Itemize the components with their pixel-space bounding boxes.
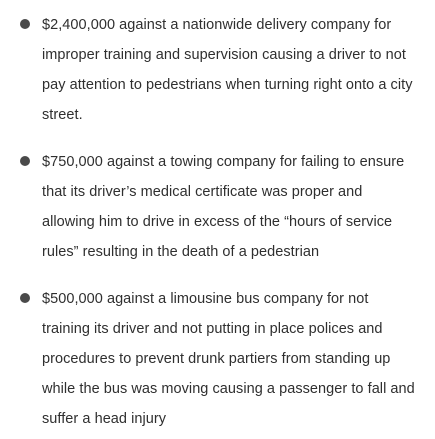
bullet-icon bbox=[20, 293, 30, 303]
bullet-icon bbox=[20, 156, 30, 166]
list-item-text: $750,000 against a towing company for failing to ensure that its driver’s medical certificate was proper and allowing him to drive in excess of the “hours of service rules” resulting in the death of a pedestrian bbox=[42, 154, 405, 260]
list-item-text: $500,000 against a limousine bus company for not training its driver and not putting in place polices and procedures to prevent drunk partiers from standing up while the bus was moving causing a passenger to fall and suffer a head injury bbox=[42, 291, 415, 427]
list-item bbox=[20, 147, 417, 267]
list-item-text: $2,400,000 against a nationwide delivery company for improper training and supervision causing a driver to not pay attention to pedestrians when turning right onto a city street. bbox=[42, 17, 413, 123]
bullet-icon bbox=[20, 19, 30, 29]
list-item bbox=[20, 284, 417, 434]
list-item bbox=[20, 10, 417, 130]
